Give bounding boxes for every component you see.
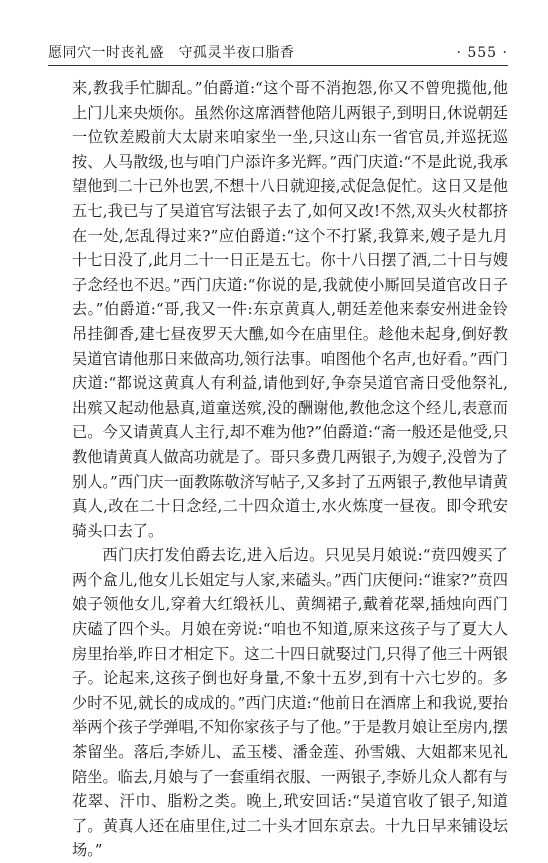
- page-number: · 555 ·: [456, 45, 508, 61]
- body-text: [72, 76, 508, 863]
- paragraph-1: 来,教我手忙脚乱。”伯爵道:“这个哥不消抱怨,你又不曾兜揽他,他上门儿来央烦你。虽然你这席酒替他陪儿两银子,到明日,休说朝廷一位钦差殿前大太尉来咱家坐一坐,只这山东一省官员,并巡抚巡按、人马散级,也与咱门户添许多光辉。”西门庆道:“不是此说,我承望他到二十已外也罢,不想十八日就迎接,忒促急促忙。这日又是他五七,我已与了吴道官写法银子去了,如何又改!不然,双头火杖都挤在一处,怎乱得过来?”应伯爵道:“这个不打紧,我算来,嫂子是九月十七日没了,此月二十一日正是五七。你十八日摆了酒,二十日与嫂子念经也不迟。”西门庆道:“你说的是,我就使小厮回吴道官改日子去。”伯爵道:“哥,我又一件:东京黄真人,朝廷差他来泰安州进金铃吊挂御香,建七昼夜罗天大醮,如今在庙里住。趁他未起身,倒好教吴道官请他那日来做高功,领行法事。咱图他个名声,也好看。”西门庆道:“都说这黄真人有利益,请他到好,争奈吴道官斋日受他祭礼,出殡又起动他悬真,道童送殡,没的酬谢他,教他念这个经儿,表意而已。今又请黄真人主行,却不难为他?”伯爵道:“斋一般还是他受,只教他请黄真人做高功就是了。哥只多费几两银子,为嫂子,没曾为了别人。”西门庆一面教陈敬济写帖子,又多封了五两银子,教他早请黄真人,改在二十日念经,二十四众道士,水火炼度一昼夜。即令玳安骑头口去了。: [72, 79, 508, 540]
- running-header: [48, 40, 508, 66]
- chapter-title: 愿同穴一时丧礼盛 守孤灵半夜口脂香: [48, 45, 295, 61]
- paragraph-2: 西门庆打发伯爵去讫,进入后边。只见吴月娘说:“贲四嫂买了两个盒儿,他女儿长姐定与人家,来磕头。”西门庆便问:“谁家?”贲四娘子领他女儿,穿着大红缎袄儿、黄绸裙子,戴着花翠,插烛向西门庆磕了四个头。月娘在旁说:“咱也不知道,原来这孩子与了夏大人房里抬举,昨日才相定下。这二十四日就娶过门,只得了他三十两银子。论起来,这孩子倒也好身量,不象十五岁,到有十六七岁的。多少时不见,就长的成成的。”西门庆道:“他前日在酒席上和我说,要抬举两个孩子学弹唱,不知你家孩子与了他。”于是教月娘让至房内,摆茶留坐。落后,李娇儿、孟玉楼、潘金莲、孙雪娥、大姐都来见礼陪坐。临去,月娘与了一套重绢衣服、一两银子,李娇儿众人都有与花翠、汗巾、脂粉之类。晚上,玳安回话:“吴道官收了银子,知道了。黄真人还在庙里住,过二十头才回东京去。十九日早来铺设坛场。”: [72, 546, 508, 860]
